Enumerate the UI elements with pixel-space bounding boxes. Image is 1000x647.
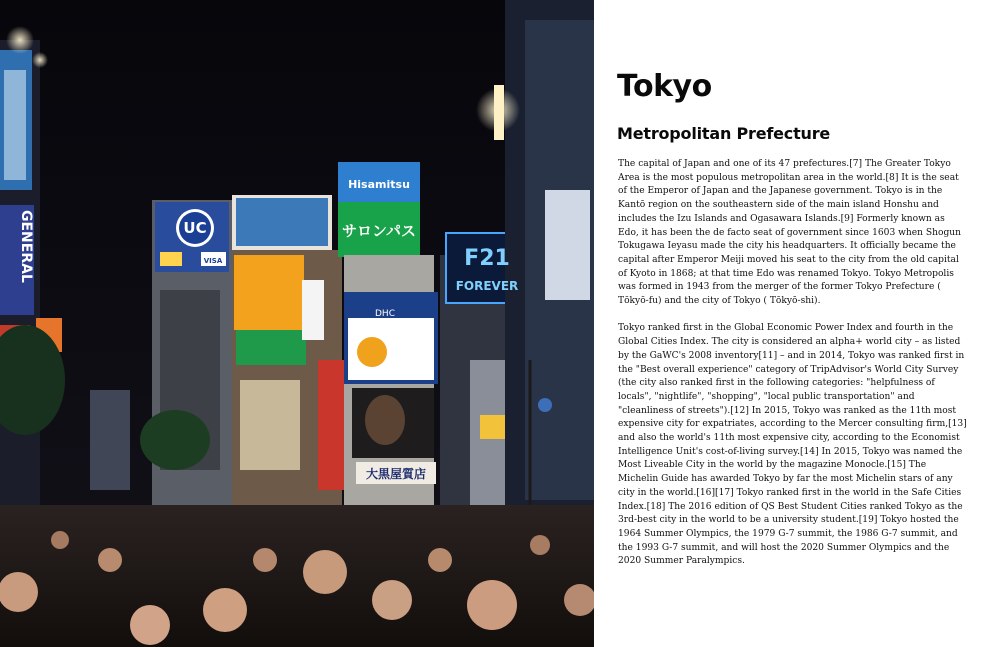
- salonpas-sign: サロンパス: [342, 222, 416, 240]
- center-left-building: [232, 195, 348, 510]
- daikokuya-sign: 大黒屋質店: [365, 467, 427, 481]
- article-subtitle: Metropolitan Prefecture: [617, 124, 831, 143]
- article-title: Tokyo: [617, 69, 712, 104]
- uc-sign: UC: [183, 219, 207, 237]
- general-sign: GENERAL: [18, 210, 34, 283]
- dhc-sign: DHC: [375, 309, 395, 319]
- article-body: [618, 158, 968, 583]
- paragraph-1: The capital of Japan and one of its 47 prefectures.[7] The Greater Tokyo Area is the most populous metropolitan area in the world.[8] It is the seat of the Emperor of Japan and the Japanese government. Tokyo is in the Kantō region on the southeastern side of the main island Honshu and includes the Izu Islands and Ogasawara Islands.[9] Formerly known as Edo, it has been the de facto seat of government since 1603 when Shogun Tokugawa Ieyasu made the city his headquarters. It officially became the capital after Emperor Meiji moved his seat to the city from the old capital of Kyoto in 1868; at that time Edo was renamed Tokyo. Tokyo Metropolis was formed in 1943 from the merger of the former Tokyo Prefecture ( Tōkyō-fu) and the city of Tokyo ( Tōkyō-shi).: [618, 159, 961, 307]
- forever-sign: FOREVER: [455, 279, 519, 293]
- f21-sign: F21: [464, 246, 510, 271]
- crowd: [0, 505, 594, 647]
- visa-sign: VISA: [203, 257, 223, 265]
- article-panel: [594, 0, 1000, 647]
- paragraph-2: Tokyo ranked first in the Global Economic Power Index and fourth in the Global Cities Index. The city is considered an alpha+ world city – as listed by the GaWC's 2008 inventory[11] – and in 2014, Tokyo was ranked first in the "Best overall experience" category of TripAdvisor's World City Survey (the city also ranked first in the following categories: "helpfulness of locals", "nightlife", "shopping", "local public transportation" and "cleanliness of streets").[12] In 2015, Tokyo was ranked as the 11th most expensive city for expatriates, according to the Mercer consulting firm,[13] and also the world's 11th most expensive city, according to the Economist Intelligence Unit's cost-of-living survey.[14] In 2015, Tokyo was named the Most Liveable City in the world by the magazine Monocle.[15] The Michelin Guide has awarded Tokyo by far the most Michelin stars of any city in the world.[16][17] Tokyo ranked first in the world in the Safe Cities Index.[18] The 2016 edition of QS Best Student Cities ranked Tokyo as the 3rd-best city in the world to be a university student.[19] Tokyo hosted the 1964 Summer Olympics, the 1979 G-7 summit, the 1986 G-7 summit, and the 1993 G-7 summit, and will host the 2020 Summer Olympics and the 2020 Summer Paralympics.: [618, 323, 967, 567]
- hisamitsu-sign: Hisamitsu: [348, 178, 410, 191]
